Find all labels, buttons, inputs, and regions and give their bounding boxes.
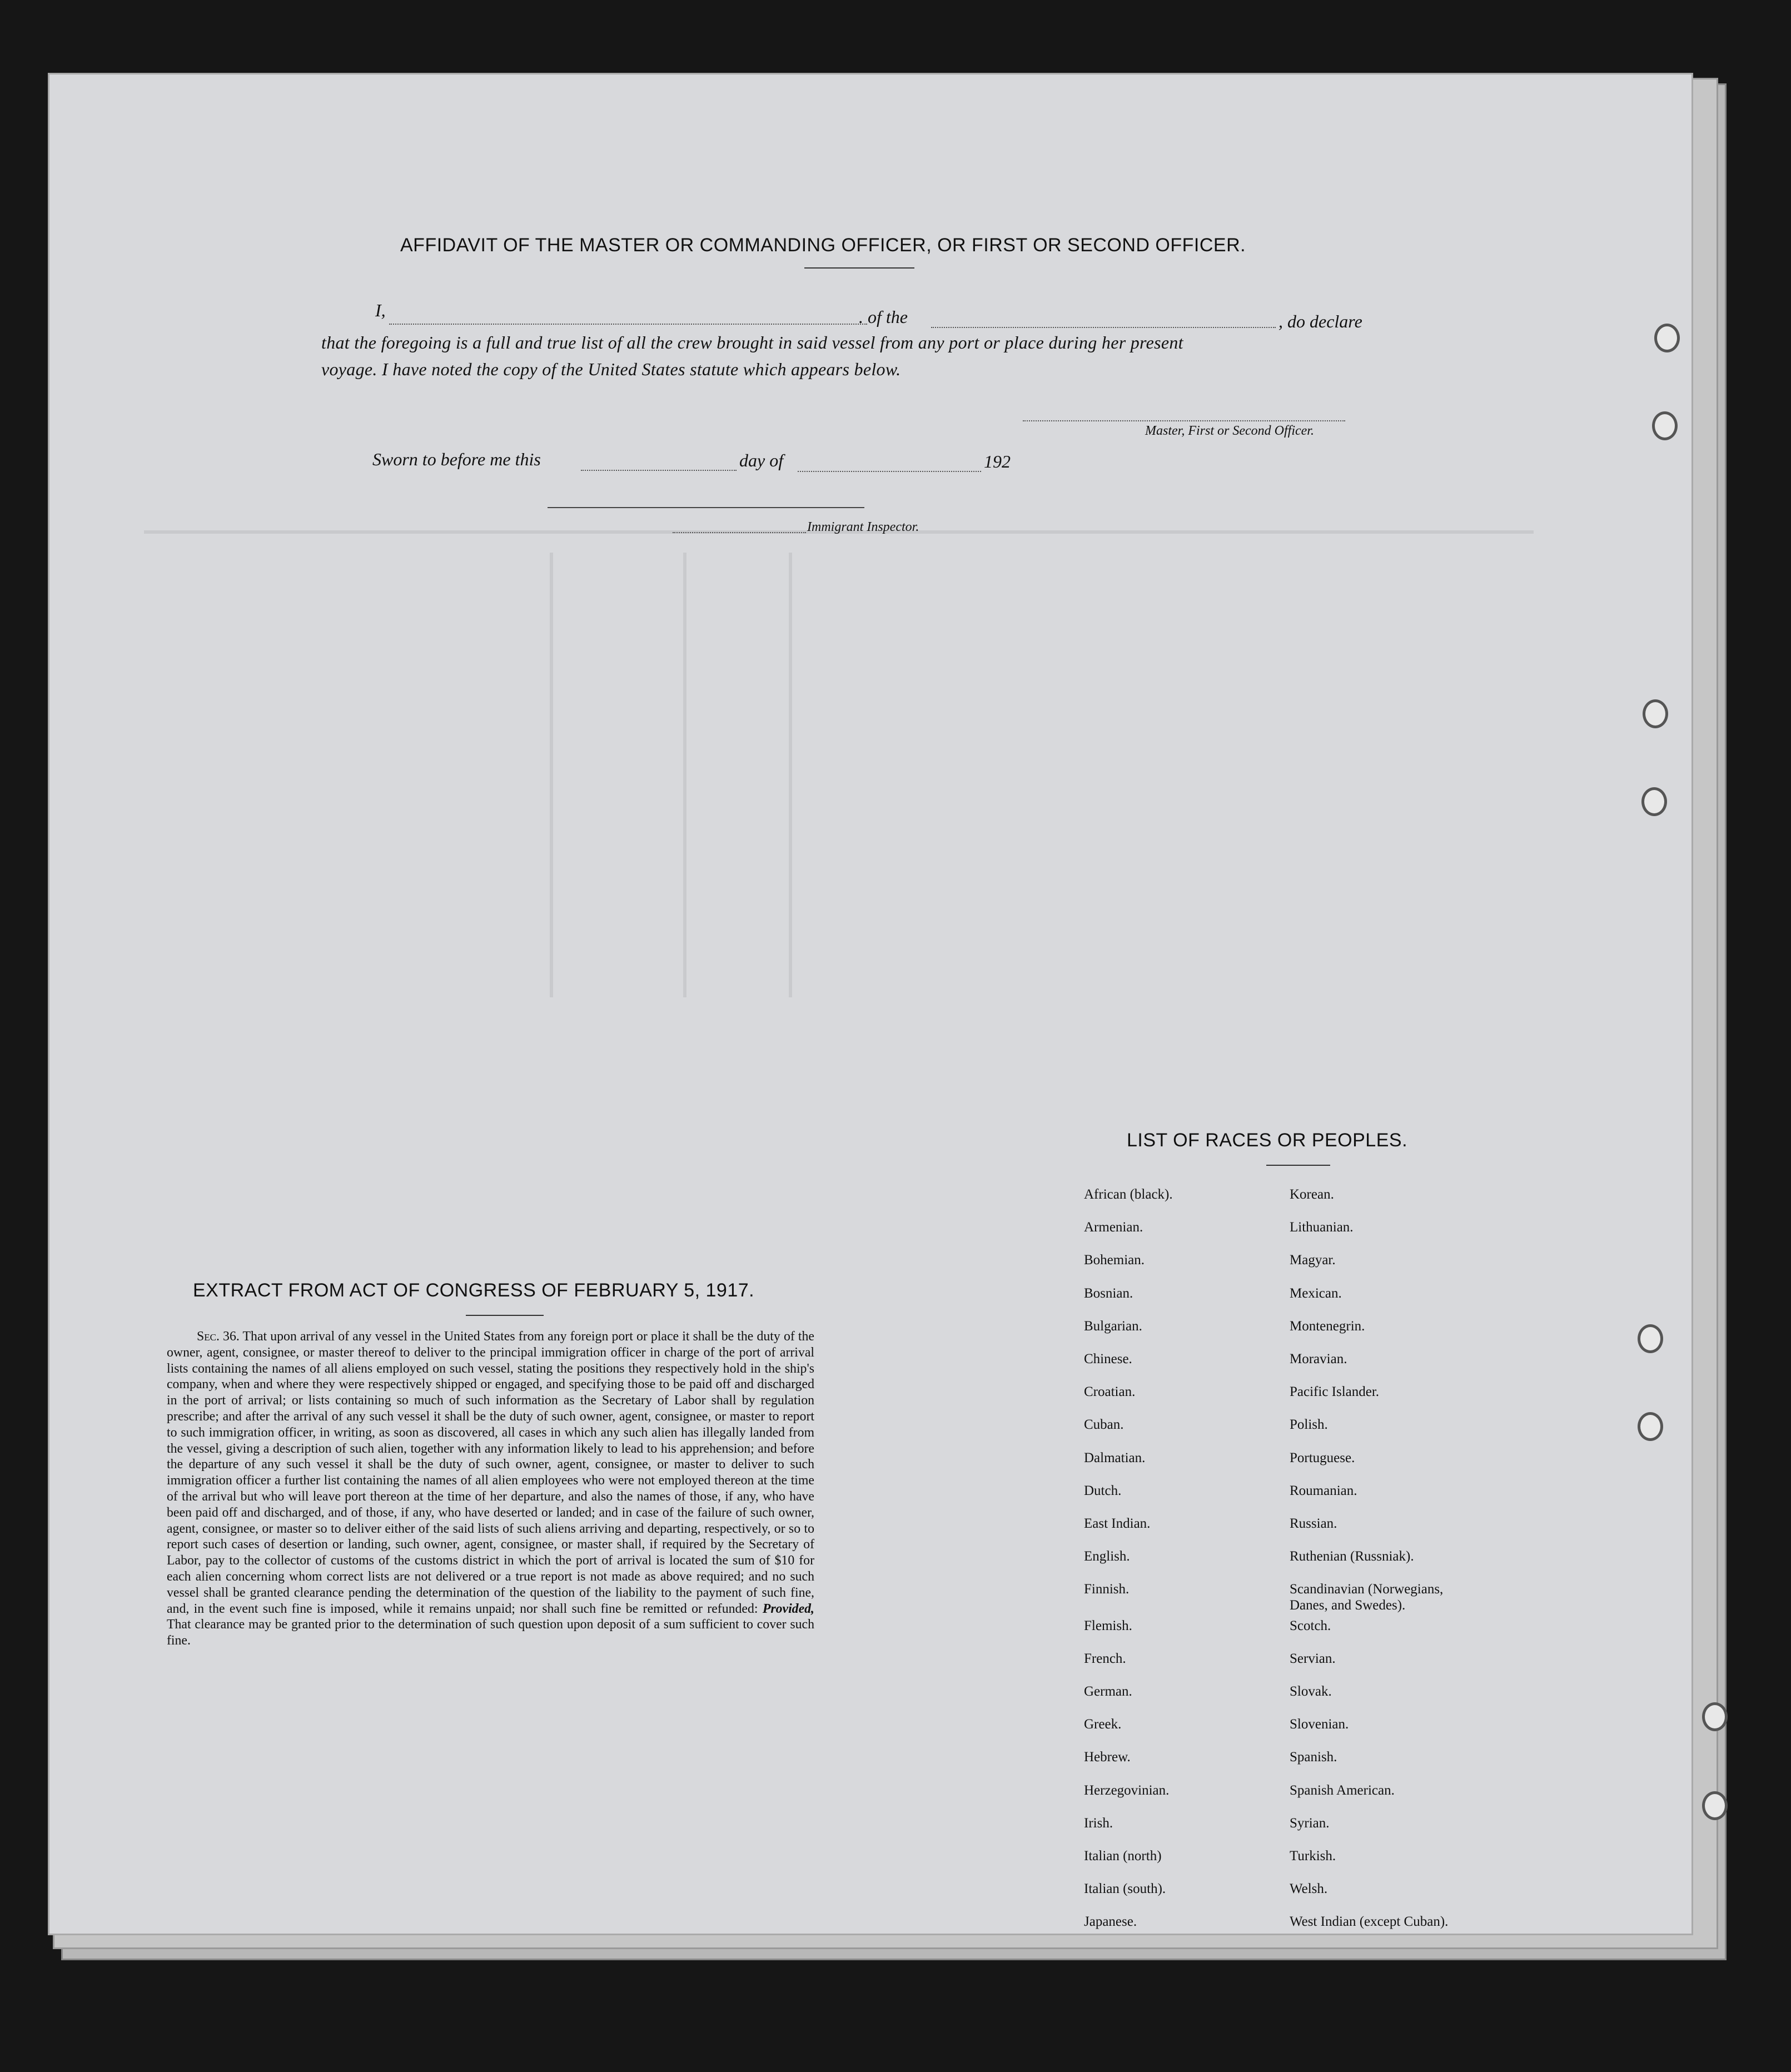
inspector-label: Immigrant Inspector. [807, 520, 919, 534]
race-item: Moravian. [1290, 1351, 1347, 1367]
master-signature-blank[interactable] [1023, 420, 1345, 421]
race-item: Greek. [1084, 1717, 1122, 1732]
inspector-signature-line[interactable] [548, 507, 864, 508]
race-item: Welsh. [1290, 1881, 1328, 1897]
race-item: Pacific Islander. [1290, 1384, 1380, 1400]
affidavit-title: AFFIDAVIT OF THE MASTER OR COMMANDING OFFICER, OR FIRST OR SECOND OFFICER. [400, 235, 1246, 256]
punch-hole [1638, 1324, 1663, 1353]
extract-title: EXTRACT FROM ACT OF CONGRESS OF FEBRUARY 5, 1917. [193, 1280, 755, 1301]
race-item: Chinese. [1084, 1351, 1132, 1367]
race-item: Italian (north) [1084, 1849, 1162, 1864]
extract-text: That upon arrival of any vessel in the United States from any foreign port or place it shall be the duty of the owner, agent, consignee, or master thereof to deliver to the principal immigration officer in charge of the port of arrival lists containing the names of all aliens employed on such vessel, stating the positions they respectively hold in the ship's company, when and where they were respectively shipped or engaged, and specifying those to be paid off and discharged in the port of arrival; or lists containing so much of such information as the Secretary of Labor shall by regulation prescribe; and after the arrival of any such vessel it shall be the duty of such owner, agent, consignee, or master to report to such immigration officer, in writing, as soon as discovered, all cases in which any such alien has illegally landed from the vessel, giving a description of such alien, together with any information likely to lead to his apprehension; and before the departure of any such vessel it shall be the duty of such owner, agent, consignee, or master to deliver to such immigration officer a further list containing the names of all alien employees who were not employed thereon at the time of the arrival but who will leave port thereon at the time of her departure, and also the names of those, if any, who have been paid off and discharged, and of those, if any, who have deserted or landed; and in case of the failure of such owner, agent, consignee, or master so to deliver either of the said lists of such aliens arriving and departing, respectively, or so to report such cases of desertion or landing, such owner, agent, consignee, or master shall, if required by the Secretary of Labor, pay to the collector of customs of the customs district in which the port of arrival is located the sum of $10 for each alien concerning whom correct lists are not delivered or a true report is not made as above required; and no such vessel shall be granted clearance pending the determination of the question of the liability to the payment of such fine, and, in the event such fine is imposed, while it remains unpaid; nor shall such fine be remitted or refunded: [167, 1329, 814, 1616]
race-item: Hebrew. [1084, 1750, 1131, 1765]
race-item: Spanish American. [1290, 1782, 1395, 1798]
race-item: Dalmatian. [1084, 1450, 1146, 1465]
race-item: East Indian. [1084, 1516, 1151, 1531]
race-item: German. [1084, 1684, 1132, 1699]
race-item: Croatian. [1084, 1384, 1136, 1400]
race-item: Korean. [1290, 1187, 1334, 1202]
race-item: Italian (south). [1084, 1881, 1166, 1897]
vessel-blank[interactable] [931, 327, 1276, 328]
race-item: Montenegrin. [1290, 1318, 1365, 1334]
race-item: Herzegovinian. [1084, 1782, 1170, 1798]
race-item: Scotch. [1290, 1618, 1331, 1633]
race-item: Scandinavian (Norwegians, Danes, and Swedes). [1290, 1582, 1444, 1613]
day-of-label: day of [739, 450, 784, 470]
punch-hole [1702, 1702, 1728, 1731]
name-blank[interactable] [389, 324, 867, 325]
race-item: Flemish. [1084, 1618, 1132, 1633]
race-item: Bohemian. [1084, 1253, 1145, 1268]
race-item: Bulgarian. [1084, 1318, 1142, 1334]
affidavit-i-label: I, [375, 300, 386, 320]
race-item: English. [1084, 1549, 1130, 1564]
race-item: West Indian (except Cuban). [1290, 1914, 1449, 1930]
inspector-dotted-line[interactable] [673, 532, 806, 533]
punch-hole [1641, 787, 1667, 816]
extract-body [167, 1329, 814, 1649]
year-label: 192 [984, 451, 1011, 471]
races-underline [1266, 1165, 1330, 1166]
sworn-day-blank[interactable] [581, 470, 737, 471]
races-title: LIST OF RACES OR PEOPLES. [1127, 1130, 1408, 1151]
section-label: Sec. 36. [197, 1329, 240, 1344]
race-item: Lithuanian. [1290, 1220, 1354, 1235]
race-item: Bosnian. [1084, 1285, 1133, 1301]
provided-label: Provided, [762, 1601, 814, 1616]
race-item: Syrian. [1290, 1815, 1330, 1831]
race-item: Turkish. [1290, 1849, 1336, 1864]
affidavit-statement-line: that the foregoing is a full and true list of all the crew brought in said vessel from any port or place during her present [321, 332, 1183, 352]
race-item: French. [1084, 1651, 1126, 1666]
race-item: Polish. [1290, 1417, 1328, 1433]
race-item: Finnish. [1084, 1582, 1130, 1597]
race-item: Cuban. [1084, 1417, 1124, 1433]
race-item: Slovak. [1290, 1684, 1332, 1699]
affidavit-of-the-label: . of the [859, 307, 908, 327]
race-item: African (black). [1084, 1187, 1173, 1202]
punch-hole [1702, 1791, 1728, 1820]
extract-underline [466, 1315, 544, 1316]
race-item: Slovenian. [1290, 1717, 1349, 1732]
bleed-through-line [683, 553, 686, 997]
race-item: Ruthenian (Russniak). [1290, 1549, 1414, 1564]
race-item: Armenian. [1084, 1220, 1143, 1235]
title-underline [804, 267, 914, 269]
affidavit-statement-line: voyage. I have noted the copy of the United States statute which appears below. [321, 359, 901, 379]
bleed-through-line [550, 553, 553, 997]
punch-hole [1643, 699, 1668, 728]
race-item: Japanese. [1084, 1914, 1137, 1930]
race-item: Spanish. [1290, 1750, 1337, 1765]
sworn-month-blank[interactable] [798, 471, 981, 472]
bleed-through-line [789, 553, 792, 997]
punch-hole [1654, 324, 1680, 352]
race-item: Dutch. [1084, 1483, 1122, 1498]
race-item: Irish. [1084, 1815, 1113, 1831]
punch-hole [1652, 411, 1678, 440]
race-item: Mexican. [1290, 1285, 1342, 1301]
race-item: Roumanian. [1290, 1483, 1357, 1498]
race-item: Portuguese. [1290, 1450, 1355, 1465]
affidavit-declare-label: , do declare [1278, 311, 1362, 331]
sworn-label: Sworn to before me this [372, 449, 541, 469]
master-signature-label: Master, First or Second Officer. [1145, 424, 1314, 438]
race-item: Servian. [1290, 1651, 1336, 1666]
race-item: Magyar. [1290, 1253, 1336, 1268]
punch-hole [1638, 1412, 1663, 1441]
extract-text-end: That clearance may be granted prior to the determination of such question upon deposit of a sum sufficient to cover such fine. [167, 1617, 814, 1648]
race-item: Russian. [1290, 1516, 1337, 1531]
